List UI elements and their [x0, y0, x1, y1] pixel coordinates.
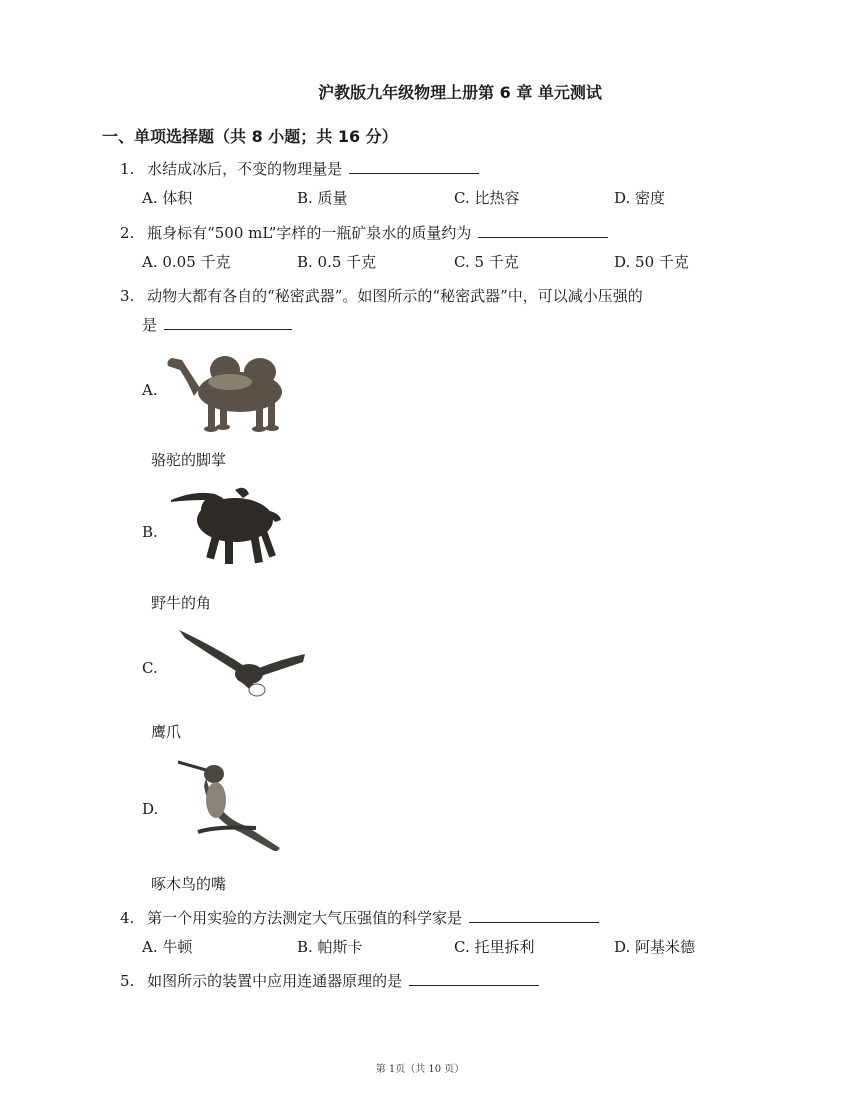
option-d-letter: D.: [142, 800, 159, 818]
question-number: 3.: [120, 287, 135, 305]
question-number: 1.: [120, 160, 135, 178]
answer-blank[interactable]: [478, 236, 608, 238]
option-b-letter: B.: [142, 523, 158, 541]
option-c-letter: C.: [142, 659, 158, 677]
question-number: 4.: [120, 909, 135, 927]
option-d: D. 50 千克: [614, 253, 689, 271]
option-a-caption: 骆驼的脚掌: [151, 451, 227, 469]
option-a: A. 牛顿: [142, 938, 193, 956]
question-text: 瓶身标有“500 mL”字样的一瓶矿泉水的质量约为: [147, 224, 472, 242]
page-title: 沪教版九年级物理上册第 6 章 单元测试: [318, 83, 602, 102]
question-3: [120, 285, 643, 306]
question-5: [120, 970, 539, 991]
answer-blank[interactable]: [409, 984, 539, 986]
eagle-icon: [175, 624, 310, 704]
option-c: C. 托里拆利: [454, 938, 535, 956]
camel-icon: [160, 340, 300, 435]
question-text: 如图所示的装置中应用连通器原理的是: [147, 972, 403, 990]
option-b: B. 质量: [297, 189, 348, 207]
question-2: [120, 222, 608, 243]
section-heading: 一、单项选择题（共 8 小题；共 16 分）: [102, 127, 398, 146]
option-c-caption: 鹰爪: [151, 723, 182, 741]
question-text: 第一个用实验的方法测定大气压强值的科学家是: [147, 909, 463, 927]
option-c: C. 5 千克: [454, 253, 519, 271]
option-d-caption: 啄木鸟的嘴: [151, 875, 227, 893]
option-d: D. 阿基米德: [614, 938, 696, 956]
woodpecker-icon: [176, 756, 286, 851]
question-number: 5.: [120, 972, 135, 990]
option-a: A. 体积: [142, 189, 193, 207]
answer-blank[interactable]: [164, 328, 292, 330]
option-d: D. 密度: [614, 189, 666, 207]
option-a: A. 0.05 千克: [142, 253, 231, 271]
option-b: B. 0.5 千克: [297, 253, 377, 271]
option-b: B. 帕斯卡: [297, 938, 363, 956]
answer-blank[interactable]: [469, 921, 599, 923]
page-footer: 第 1页（共 10 页）: [375, 1064, 465, 1075]
option-b-caption: 野牛的角: [151, 594, 212, 612]
answer-blank[interactable]: [349, 172, 479, 174]
question-1: [120, 158, 479, 179]
question-3-line2: [142, 314, 292, 335]
option-c: C. 比热容: [454, 189, 520, 207]
question-4: [120, 907, 599, 928]
option-a-letter: A.: [142, 381, 158, 399]
question-number: 2.: [120, 224, 135, 242]
bull-icon: [165, 480, 290, 575]
question-text: 是: [142, 316, 158, 334]
question-text: 动物大都有各自的“秘密武器”。如图所示的“秘密武器”中，可以减小压强的: [147, 287, 643, 305]
question-text: 水结成冰后，不变的物理量是: [147, 160, 343, 178]
